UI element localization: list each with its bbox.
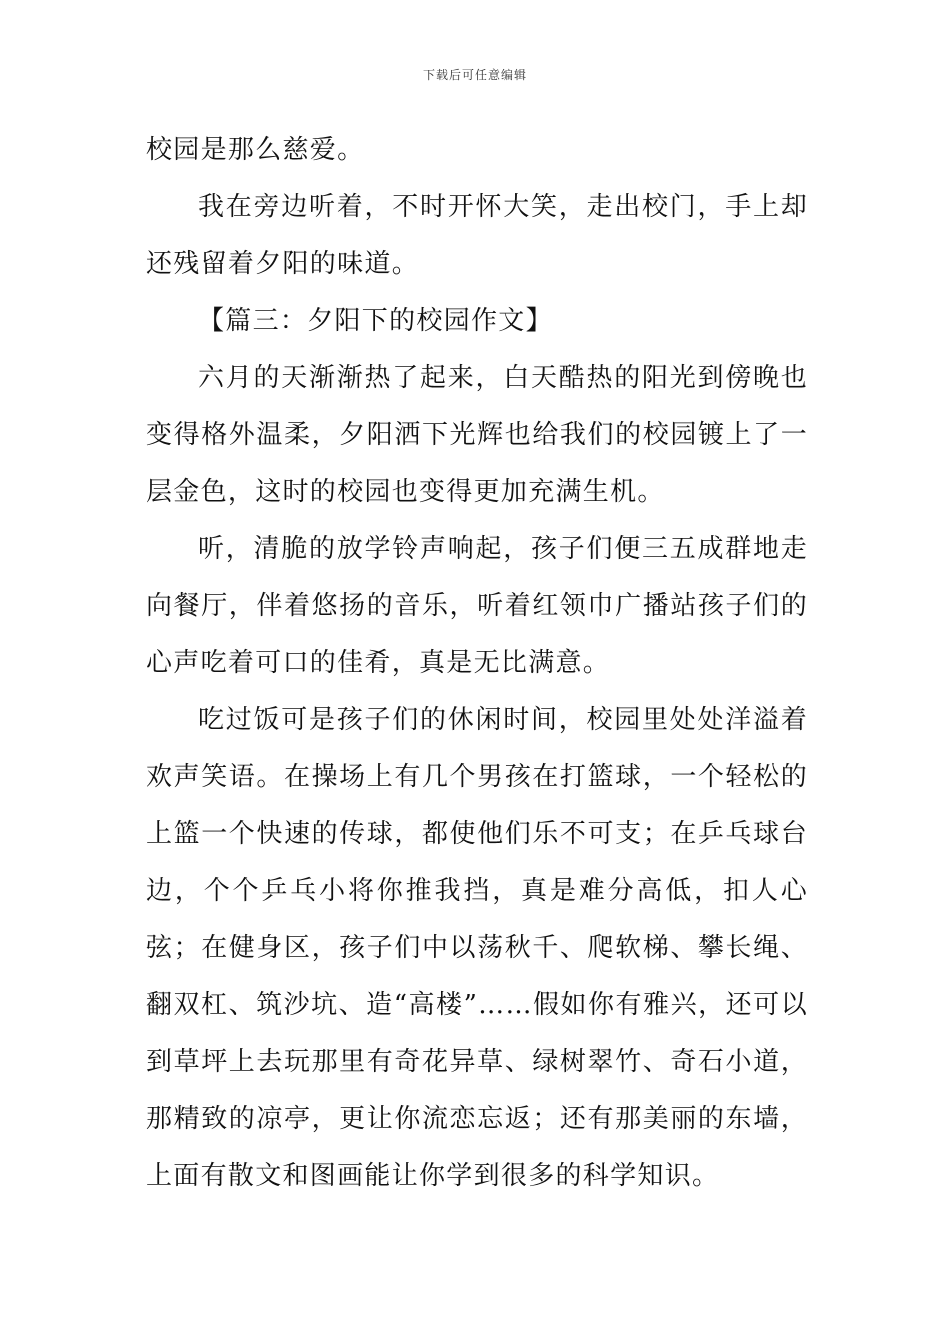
- paragraph: 吃过饭可是孩子们的休闲时间，校园里处处洋溢着欢声笑语。在操场上有几个男孩在打篮球，一个轻松的上篮一个快速的传球，都使他们乐不可支；在乒乓球台边，个个乒乓小将你推我挡，真是难分高低，扣人心弦；在健身区，孩子们中以荡秋千、爬软梯、攀长绳、翻双杠、筑沙坑、造“高楼”……假如你有雅兴，还可以到草坪上去玩那里有奇花异草、绿树翠竹、奇石小道，那精致的凉亭，更让你流恋忘返；还有那美丽的东墙，上面有散文和图画能让你学到很多的科学知识。: [146, 705, 808, 1191]
- paragraph: 听，清脆的放学铃声响起，孩子们便三五成群地走向餐厅，伴着悠扬的音乐，听着红领巾广播站孩子们的心声吃着可口的佳肴，真是无比满意。: [146, 534, 808, 678]
- paragraph: 校园是那么慈爱。: [146, 135, 365, 165]
- section-title: 【篇三：夕阳下的校园作文】: [198, 306, 553, 336]
- paragraph: 我在旁边听着，不时开怀大笑，走出校门，手上却还残留着夕阳的味道。: [146, 192, 808, 279]
- page-header-note: 下载后可任意编辑: [422, 68, 527, 82]
- paragraph: 六月的天渐渐热了起来，白天酷热的阳光到傍晚也变得格外温柔，夕阳洒下光辉也给我们的校园镀上了一层金色，这时的校园也变得更加充满生机。: [146, 363, 808, 507]
- document-body: [146, 122, 808, 1205]
